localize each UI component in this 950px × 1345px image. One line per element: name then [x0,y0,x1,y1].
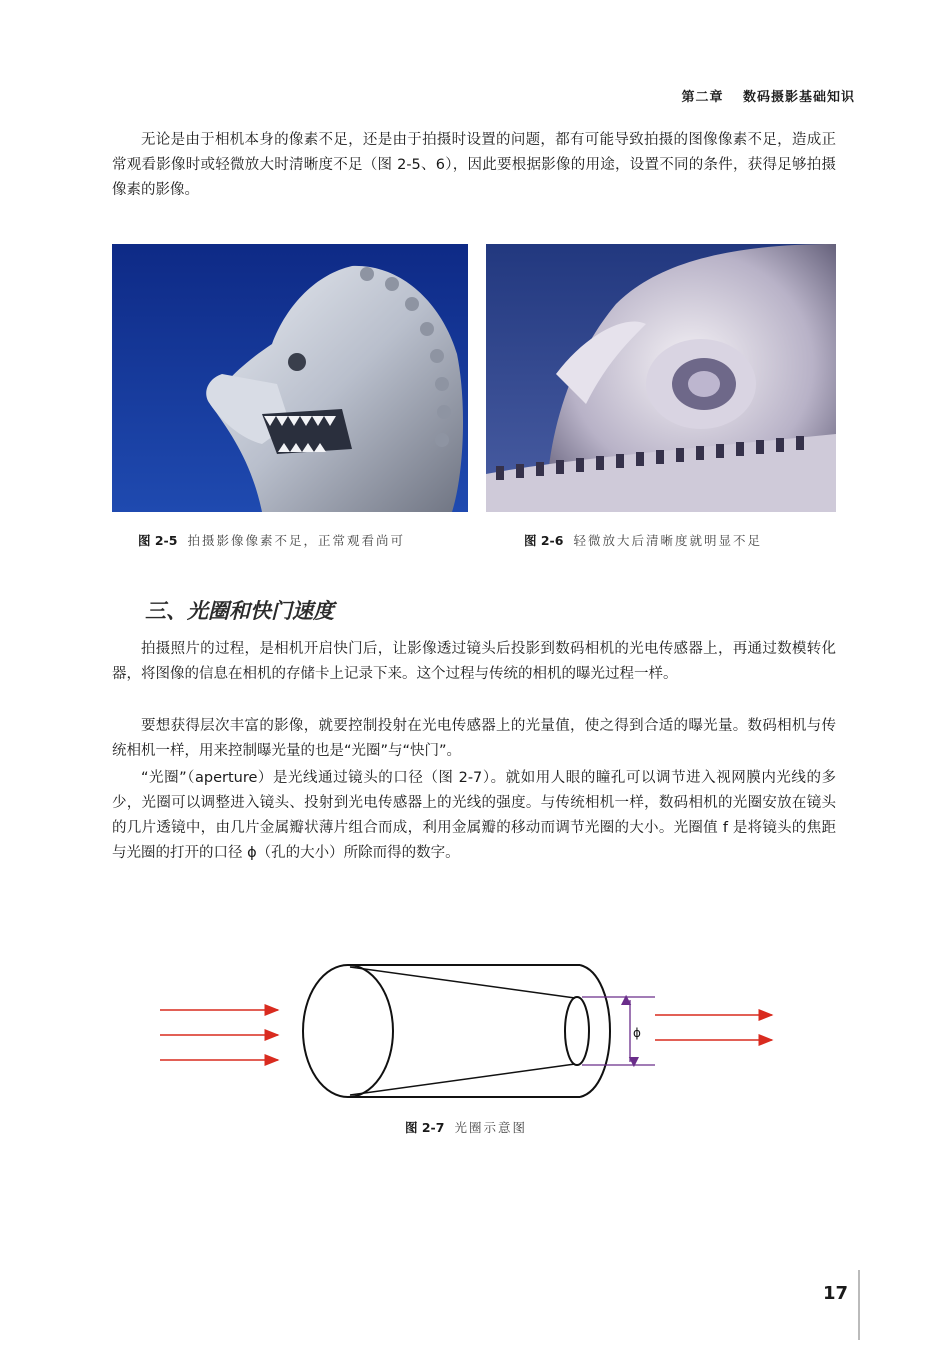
caption-text: 轻微放大后清晰度就明显不足 [573,533,762,548]
caption-text: 光圈示意图 [454,1120,527,1135]
chapter-label: 第二章 [681,90,724,105]
intro-paragraph: 无论是由于相机本身的像素不足，还是由于拍摄时设置的问题，都有可能导致拍摄的图像像素不足，造成正常观看影像时或轻微放大时清晰度不足（图 2-5、6），因此要根据影像的用途，设置不同的条件，获得足够拍摄像素的影像。 [112,132,836,198]
figure-2-6-photo [486,244,836,512]
figure-label: 图 2-6 [524,533,564,548]
chapter-title: 数码摄影基础知识 [742,90,855,105]
body-paragraph: “光圈”（aperture）是光线通过镜头的口径（图 2-7）。就如用人眼的瞳孔可以调节进入视网膜内光线的多少，光圈可以调整进入镜头、投射到光电传感器上的光线的强度。与传统相机一样，数码相机的光圈安放在镜头的几片透镜中，由几片金属瓣状薄片组合而成，利用金属瓣的移动而调节光圈的大小。光圈值 f 是将镜头的焦距与光圈的打开的口径 ϕ（孔的大小）所除而得的数字。 [112,770,836,861]
figure-2-5-caption [138,531,405,549]
light-cone-top [350,967,575,998]
figure-label: 图 2-7 [405,1120,445,1135]
figure-2-7-caption [405,1118,527,1136]
page-number: 17 [822,1283,848,1304]
aperture-opening [565,997,589,1065]
figure-2-6-caption [524,531,762,549]
running-header [667,86,855,105]
caption-text: 拍摄影像像素不足，正常观看尚可 [187,533,405,548]
barrel-end [580,965,610,1097]
phi-label: ϕ [633,1026,641,1040]
figure-2-5-photo [112,244,468,512]
aperture-diagram [150,955,790,1105]
figure-label: 图 2-5 [138,533,178,548]
light-cone-bottom [350,1064,575,1095]
body-paragraph: 拍摄照片的过程，是相机开启快门后，让影像透过镜头后投影到数码相机的光电传感器上，再通过数模转化器，将图像的信息在相机的存储卡上记录下来。这个过程与传统的相机的曝光过程一样。 [112,641,836,682]
body-paragraph: 要想获得层次丰富的影像，就要控制投射在光电传感器上的光量值，使之得到合适的曝光量。数码相机与传统相机一样，用来控制曝光量的也是“光圈”与“快门”。 [112,718,836,759]
lens-front-ellipse [303,965,393,1097]
page-edge-line [858,1270,860,1340]
section-title: 三、光圈和快门速度 [145,598,334,623]
